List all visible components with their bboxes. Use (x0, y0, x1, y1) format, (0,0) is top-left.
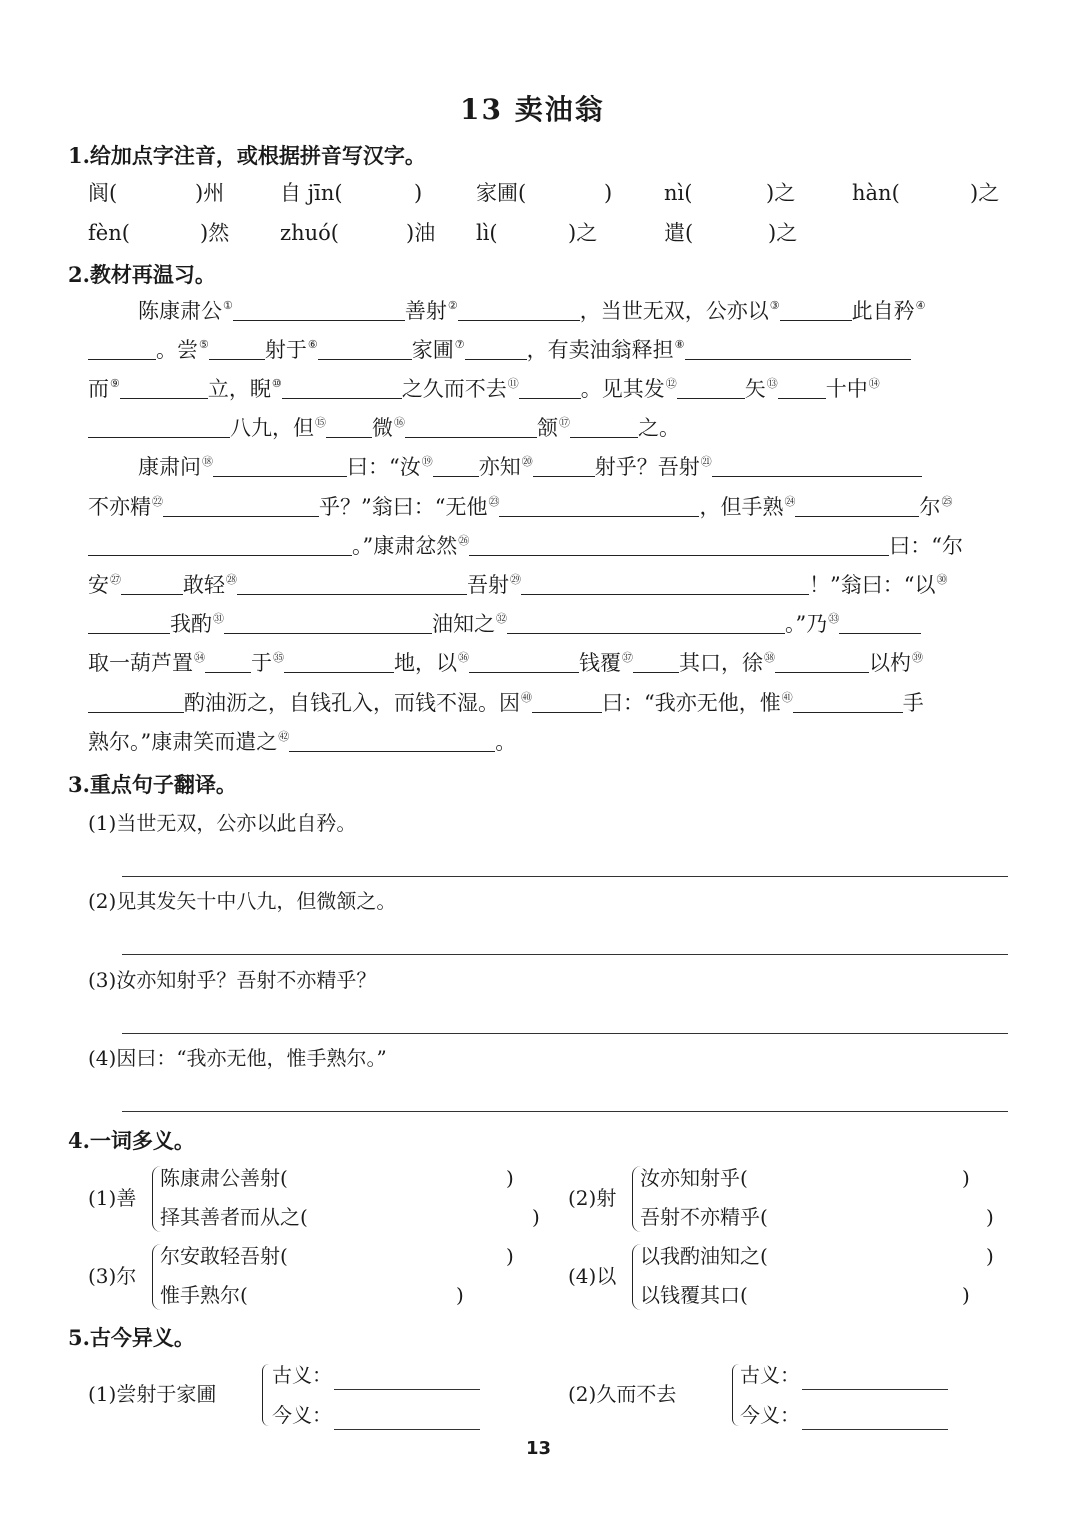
q1-item: )之 (970, 181, 1000, 205)
translation-item: (4)因曰：“我亦无他，惟手熟尔。” (88, 1046, 387, 1070)
polysemy-line: 尔安敢轻吾射( (160, 1244, 288, 1268)
modern-meaning-label: 今义： (740, 1403, 800, 1427)
answer-line (802, 1429, 948, 1430)
q1-item: )之 (766, 181, 796, 205)
translation-item: (3)汝亦知射乎？吾射不亦精乎？ (88, 968, 377, 992)
close-paren: ) (506, 1244, 514, 1268)
question-5-heading: 5.古今异义。 (68, 1325, 195, 1350)
polysemy-line: 汝亦知射乎( (640, 1166, 748, 1190)
q1-item: )之 (768, 221, 798, 245)
polysemy-line: 以钱覆其口( (640, 1283, 748, 1307)
answer-line (122, 876, 1008, 877)
answer-line (122, 1111, 1008, 1112)
ancient-meaning-label: 古义： (272, 1363, 332, 1387)
question-1-heading: 1.给加点字注音，或根据拼音写汉字。 (68, 143, 426, 168)
q1-item: nì( (664, 181, 693, 205)
page-title: 13 卖油翁 (460, 93, 605, 126)
translation-item: (2)见其发矢十中八九，但微颔之。 (88, 889, 397, 913)
polysemy-line: 择其善者而从之( (160, 1205, 308, 1229)
polysemy-label: (4)以 (568, 1264, 617, 1288)
q1-item: hàn( (852, 181, 900, 205)
polysemy-line: 陈康肃公善射( (160, 1166, 288, 1190)
q1-item: 自 jīn( (280, 181, 343, 205)
close-paren: ) (532, 1205, 540, 1229)
answer-line (802, 1389, 948, 1390)
close-paren: ) (986, 1205, 994, 1229)
q1-item: zhuó( (280, 221, 339, 245)
polysemy-line: 吾射不亦精乎( (640, 1205, 768, 1229)
q1-item: lì( (476, 221, 498, 245)
answer-line (122, 1033, 1008, 1034)
question-4-heading: 4.一词多义。 (68, 1128, 195, 1153)
ancient-modern-item: (2)久而不去 (568, 1382, 677, 1406)
question-2-heading: 2.教材再温习。 (68, 262, 216, 287)
translation-item: (1)当世无双，公亦以此自矜。 (88, 811, 357, 835)
close-paren: ) (962, 1283, 970, 1307)
polysemy-label: (2)射 (568, 1186, 617, 1210)
close-paren: ) (986, 1244, 994, 1268)
q1-item: 遣( (664, 221, 694, 245)
q1-item: 阆( (88, 181, 118, 205)
answer-line (334, 1389, 480, 1390)
answer-line (122, 954, 1008, 955)
polysemy-line: 以我酌油知之( (640, 1244, 768, 1268)
polysemy-label: (3)尔 (88, 1264, 137, 1288)
q1-item: )之 (568, 221, 598, 245)
question-3-heading: 3.重点句子翻译。 (68, 772, 237, 797)
brace (262, 1364, 269, 1426)
polysemy-line: 惟手熟尔( (160, 1283, 248, 1307)
q1-item: 家圃( (476, 181, 527, 205)
q1-item: fèn( (88, 221, 130, 245)
ancient-meaning-label: 古义： (740, 1363, 800, 1387)
brace (732, 1364, 739, 1426)
modern-meaning-label: 今义： (272, 1403, 332, 1427)
close-paren: ) (456, 1283, 464, 1307)
ancient-modern-item: (1)尝射于家圃 (88, 1382, 217, 1406)
q1-item: ) (414, 181, 423, 205)
page-number: 13 (526, 1438, 552, 1459)
q1-item: )油 (406, 221, 436, 245)
q1-item: )州 (195, 181, 225, 205)
answer-line (334, 1429, 480, 1430)
q1-item: )然 (200, 221, 230, 245)
q1-item: ) (604, 181, 613, 205)
close-paren: ) (962, 1166, 970, 1190)
close-paren: ) (506, 1166, 514, 1190)
polysemy-label: (1)善 (88, 1186, 137, 1210)
